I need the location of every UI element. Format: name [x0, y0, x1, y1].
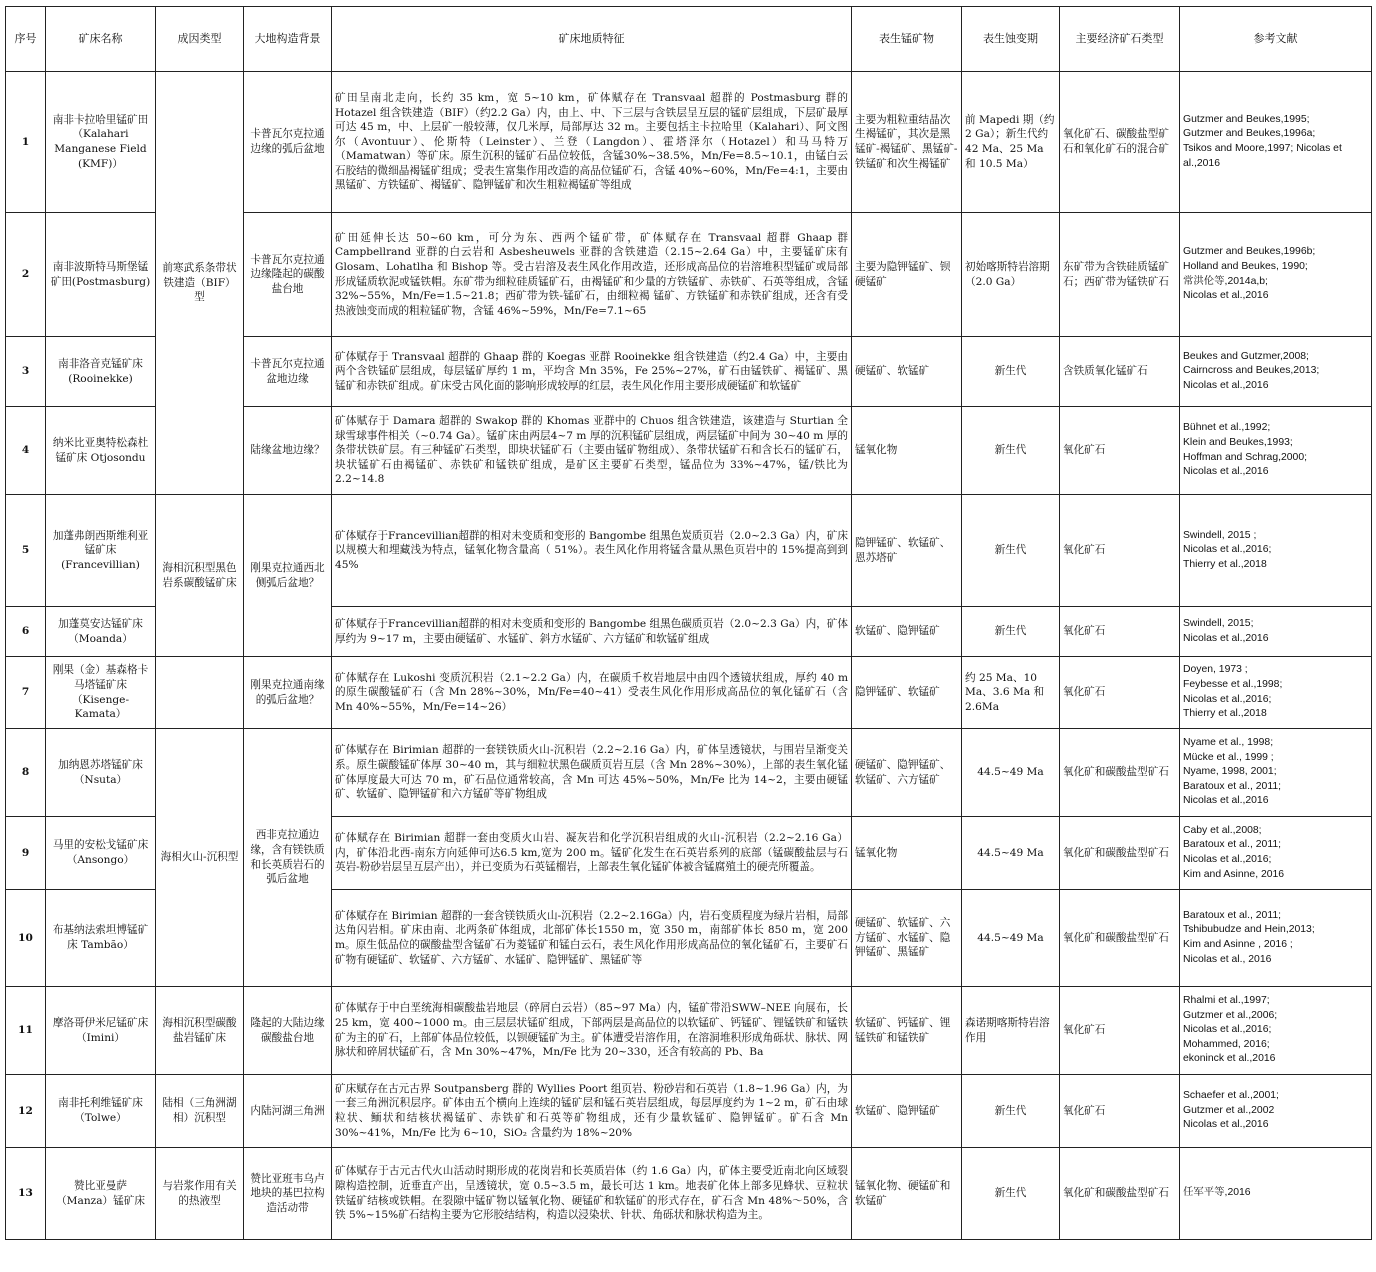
header-tectonic: 大地构造背景 [244, 7, 332, 72]
reference-entry: Schaefer et al.,2001; [1183, 1090, 1279, 1102]
supergene-minerals: 软锰矿、隐钾锰矿 [852, 1075, 962, 1148]
supergene-minerals: 隐钾锰矿、软锰矿、恩苏塔矿 [852, 495, 962, 607]
reference-entry: Kim and Asinne , 2016 ; [1183, 939, 1293, 950]
ore-type: 氧化矿和碳酸盐型矿石 [1060, 1148, 1180, 1240]
reference-entry: Nicolas et al.,2016 [1183, 632, 1269, 644]
genesis-type: 与岩浆作用有关的热液型 [156, 1148, 244, 1240]
references [1180, 72, 1372, 213]
genesis-type [156, 657, 244, 729]
weathering-period: 44.5~49 Ma [962, 890, 1060, 987]
tectonic-setting: 卡普瓦尔克拉通边缘隆起的碳酸盐台地 [244, 213, 332, 337]
reference-entry: Gutzmer and Beukes,1996b; [1183, 246, 1316, 258]
references [1180, 890, 1372, 987]
weathering-period: 44.5~49 Ma [962, 817, 1060, 890]
reference-entry: Baratoux et al., 2011; [1183, 909, 1282, 921]
reference-entry: Gutzmer and Beukes,1995; [1183, 113, 1310, 125]
header-ore-type: 主要经济矿石类型 [1060, 7, 1180, 72]
supergene-minerals: 硬锰矿、软锰矿 [852, 337, 962, 407]
row-no: 8 [6, 729, 46, 817]
geology-description: 矿体赋存于Francevillian超群的相对未变质和变形的 Bangombe 组黑色碳质页岩（2.0~2.3 Ga）内，矿体厚约为 9~17 m，主要由硬锰矿、水锰矿、斜方水锰矿、六方锰矿和软锰矿组成 [332, 607, 852, 657]
ore-type: 氧化矿和碳酸盐型矿石 [1060, 817, 1180, 890]
row-no: 12 [6, 1075, 46, 1148]
ore-type: 氧化矿石 [1060, 987, 1180, 1075]
supergene-minerals: 锰氧化物 [852, 407, 962, 495]
reference-entry: Doyen, 1973 ; [1183, 664, 1248, 676]
reference-entry: Rhalmi et al.,1997; [1183, 995, 1270, 1007]
deposit-name: 加蓬莫安达锰矿床（Moanda） [46, 607, 156, 657]
table-row [6, 1075, 1372, 1148]
reference-entry: Nyame, 1998, 2001; [1183, 766, 1277, 778]
table-row [6, 495, 1372, 607]
deposit-name: 南非波斯特马斯堡锰矿田(Postmasburg) [46, 213, 156, 337]
references [1180, 495, 1372, 607]
reference-entry: ekoninck et al.,2016 [1183, 1053, 1276, 1065]
header-genesis: 成因类型 [156, 7, 244, 72]
header-refs: 参考文献 [1180, 7, 1372, 72]
header-name: 矿床名称 [46, 7, 156, 72]
row-no: 3 [6, 337, 46, 407]
reference-entry: Feybesse et al.,1998; [1183, 678, 1283, 690]
geology-description: 矿体赋存在 Birimian 超群的一套镁铁质火山-沉积岩（2.2~2.16 Ga）内，矿体呈透镜状，与围岩呈渐变关系。原生碳酸锰矿体厚 30~40 m，其与细粒状黑色碳质页岩互层（含 Mn 28%~30%），上部的表生氧化锰矿体厚度最大可达 70 m，矿石品位通常较高，含 Mn 可达 45%~50%，Mn/Fe 比为 14~2，主要由硬锰矿、软锰矿、隐钾锰矿和六方锰矿等矿物组成 [332, 729, 852, 817]
reference-entry: 任军平等,2016 [1183, 1187, 1251, 1199]
weathering-period: 新生代 [962, 1075, 1060, 1148]
reference-entry: Gutzmer et al.,2002 [1183, 1104, 1275, 1116]
references [1180, 817, 1372, 890]
table-row [6, 72, 1372, 213]
genesis-type: 海相沉积型黑色岩系碳酸锰矿床 [156, 495, 244, 657]
weathering-period: 约 25 Ma、10 Ma、3.6 Ma 和 2.6Ma [962, 657, 1060, 729]
geology-description: 矿体赋存在 Lukoshi 变质沉积岩（2.1~2.2 Ga）内，在碳质千枚岩地层中由四个透镜状组成，厚约 40 m 的原生碳酸锰矿石（含 Mn 28%~30%，Mn/Fe=40~41）受表生风化作用形成高品位的氧化锰矿石（含 Mn 40%~55%，Mn/Fe=14~26） [332, 657, 852, 729]
geology-description: 矿体赋存于中白垩统海相碳酸盐岩地层（碎屑白云岩）（85~97 Ma）内，锰矿带沿SWW–NEE 向展布，长 25 km，宽 400~1000 m。由三层层状锰矿组成，下部两层是高品位的以软锰矿、钙锰矿、锂锰铁矿和锰铁矿为主的矿石，上部矿体品位较低，以钡硬锰矿为主。矿体遭受岩溶作用，在溶洞堆积形成角砾状、脉状、网脉状和碎屑状锰矿石，含 Mn 30%~47%，Mn/Fe 比为 20~330，还含有较高的 Pb、Ba [332, 987, 852, 1075]
geology-description: 矿体赋存于 Transvaal 超群的 Ghaap 群的 Koegas 亚群 Rooinekke 组含铁建造（约2.4 Ga）中，主要由两个含铁锰矿层组成，每层锰矿厚约 1 m，平均含 Mn 35%，Fe 25%~27%，矿石由锰铁矿、褐锰矿、黑锰矿和赤铁矿组成。矿床受古风化面的影响形成较厚的红层，表生风化作用主要形成硬锰矿和软锰矿 [332, 337, 852, 407]
references [1180, 729, 1372, 817]
references [1180, 1075, 1372, 1148]
tectonic-setting: 刚果克拉通西北侧弧后盆地？ [244, 495, 332, 657]
geology-description: 矿体赋存于 Damara 超群的 Swakop 群的 Khomas 亚群中的 Chuos 组含铁建造，该建造与 Sturtian 全球雪球事件相关（~0.74 Ga）。锰矿床由两层4~7 m 厚的沉积锰矿层组成，两层锰矿中间为 30~40 m 厚的条带状铁矿层。有三种锰矿石类型，即块状锰矿石（主要由锰矿物组成）、条带状锰矿石和含长石的锰矿石，块状锰矿石由褐锰矿、赤铁矿和锰铁矿组成，是矿区主要矿石类型，锰品位为 33%~47%，锰/铁比为 2.2~14.8 [332, 407, 852, 495]
row-no: 6 [6, 607, 46, 657]
reference-entry: Nyame et al., 1998; [1183, 737, 1274, 749]
weathering-period: 44.5~49 Ma [962, 729, 1060, 817]
reference-entry: Nicolas et al.,2016 [1183, 466, 1269, 478]
row-no: 7 [6, 657, 46, 729]
deposit-name: 南非托利维锰矿床 （Tolwe） [46, 1075, 156, 1148]
references [1180, 407, 1372, 495]
geology-description: 矿体赋存于Francevillian超群的相对未变质和变形的 Bangombe 组黑色炭质页岩（2.0~2.3 Ga）内，矿床以规模大和埋藏浅为特点，锰氧化物含量高（ 51%）。表生风化作用将锰含量从黑色页岩中的 15%提高到到 45% [332, 495, 852, 607]
reference-entry: Nicolas et al., 2016 [1183, 953, 1272, 965]
supergene-minerals: 主要为粗粒重结晶次生褐锰矿，其次是黑锰矿-褐锰矿、黑锰矿-铁锰矿和次生褐锰矿 [852, 72, 962, 213]
reference-entry: Beukes and Gutzmer,2008; [1183, 350, 1309, 362]
ore-type: 氧化矿石、碳酸盐型矿石和氧化矿石的混合矿 [1060, 72, 1180, 213]
ore-type: 氧化矿石 [1060, 657, 1180, 729]
ore-type: 氧化矿石 [1060, 1075, 1180, 1148]
weathering-period: 新生代 [962, 407, 1060, 495]
ore-type: 氧化矿石 [1060, 495, 1180, 607]
reference-entry: Kim and Asinne, 2016 [1183, 868, 1285, 880]
supergene-minerals: 锰氧化物 [852, 817, 962, 890]
deposit-name: 刚果（金）基森格卡马塔锰矿床（Kisenge-Kamata） [46, 657, 156, 729]
geology-description: 矿田延伸长达 50~60 km，可分为东、西两个锰矿带，矿体赋存在 Transvaal 超群 Ghaap 群 Campbellrand 亚群的白云岩和 Asbesheuwels 亚群的含铁建造（2.15~2.64 Ga）中，主要锰矿床有 Glosam、Lohatlha 和 Bishop 等。受古岩溶及表生风化作用改造，还形成高品位的岩溶堆积型锰矿或局部形成锰质软泥或锰铁帽。东矿带为细粒硅质锰矿石，由褐锰矿和少量的方铁锰矿、赤铁矿、石英等组成，含锰 32%~55%，Mn/Fe=1.5~21.8；西矿带为铁-锰矿石，由细粒褐 锰矿、方铁锰矿和赤铁矿组成，还含有受热液蚀变而成的粗粒锰矿物，含锰 46%~59%，Mn/Fe=7.1~65 [332, 213, 852, 337]
row-no: 9 [6, 817, 46, 890]
ore-type: 氧化矿石 [1060, 607, 1180, 657]
geology-description: 矿床赋存在古元古界 Soutpansberg 群的 Wyllies Poort 组页岩、粉砂岩和石英岩（1.8~1.96 Ga）内，为一套三角洲沉积层序。矿体由五个横向上连续的锰矿层和锰石英岩层组成，每层厚度约为 1~2 m，矿石由球粒状、鲕状和结核状褐锰矿、赤铁矿和石英等矿物组成，还有少量软锰矿、隐钾锰矿。矿石含 Mn 30%~41%，Mn/Fe 比为 6~10，SiO₂ 含量约为 18%~20% [332, 1075, 852, 1148]
reference-entry: Nicolas et al.,2016 [1183, 290, 1269, 302]
table-row [6, 987, 1372, 1075]
deposit-name: 马里的安松戈锰矿床（Ansongo） [46, 817, 156, 890]
deposit-name: 纳米比亚奥特松森杜锰矿床 Otjosondu [46, 407, 156, 495]
reference-entry: Baratoux et al., 2011; [1183, 780, 1282, 792]
deposit-name: 南非卡拉哈里锰矿田（Kalahari Manganese Field (KMF)） [46, 72, 156, 213]
geology-description: 矿体赋存在 Birimian 超群一套由变质火山岩、凝灰岩和化学沉积岩组成的火山-沉积岩（2.2~2.16 Ga）内，矿体沿北西-南东方向延伸可达6.5 km,宽为 200 m。锰矿化发生在石英岩系列的底部（锰碳酸盐层与石英岩-粉砂岩层呈互层产出），并已变质为石英锰榴岩，上部表生氧化锰矿体被含锰腐殖土的硬壳所覆盖。 [332, 817, 852, 890]
deposit-name: 赞比亚曼萨（Manza）锰矿床 [46, 1148, 156, 1240]
genesis-type: 海相沉积型碳酸盐岩锰矿床 [156, 987, 244, 1075]
tectonic-setting: 内陆河湖三角洲 [244, 1075, 332, 1148]
weathering-period: 初始喀斯特岩溶期（2.0 Ga） [962, 213, 1060, 337]
reference-entry: Swindell, 2015 ; [1183, 529, 1257, 541]
deposit-name: 摩洛哥伊米尼锰矿床（Imini） [46, 987, 156, 1075]
genesis-type: 海相火山-沉积型 [156, 729, 244, 987]
ore-type: 含铁质氧化锰矿石 [1060, 337, 1180, 407]
reference-entry: Mohammed, 2016; [1183, 1038, 1270, 1050]
row-no: 2 [6, 213, 46, 337]
weathering-period: 新生代 [962, 607, 1060, 657]
manganese-deposit-table [5, 6, 1372, 1240]
header-no: 序号 [6, 7, 46, 72]
references [1180, 607, 1372, 657]
reference-entry: Thierry et al.,2018 [1183, 558, 1267, 570]
supergene-minerals: 主要为隐钾锰矿、钡硬锰矿 [852, 213, 962, 337]
table-header-row [6, 7, 1372, 72]
row-no: 1 [6, 72, 46, 213]
reference-entry: Nicolas et al.,2016 [1183, 1119, 1269, 1131]
geology-description: 矿田呈南北走向，长约 35 km，宽 5~10 km，矿体赋存在 Transvaal 超群的 Postmasburg 群的 Hotazel 组含铁建造（BIF）（约2.2 Ga）内，由上、中、下三层与含铁层呈互层的锰矿层组成，下层矿最厚可达 45 m，中、上层矿一般较薄，仅几米厚，局部厚达 32 m。主要包括主卡拉哈里（Kalahari）、阿文图尔（Avontuur）、伦斯特（Leinster）、兰登（Langdon）、霍塔泽尔（Hotazel）和马马特万（Mamatwan）等矿床。原生沉积的锰矿石品位较低，含锰30%~38.5%，Mn/Fe=8.5~10.1，由锰白云石胶结的微细晶褐锰矿组成；受表生富集作用改造的高品位锰矿石，含锰 40%~60%，Mn/Fe=4:1，主要由黑锰矿、方铁锰矿、褐锰矿、隐钾锰矿和次生粗粒褐锰矿等组成 [332, 72, 852, 213]
row-no: 5 [6, 495, 46, 607]
tectonic-setting: 赞比亚班韦乌卢地块的基巴拉构造活动带 [244, 1148, 332, 1240]
supergene-minerals: 软锰矿、钙锰矿、锂锰铁矿和锰铁矿 [852, 987, 962, 1075]
reference-entry: Baratoux et al., 2011; [1183, 839, 1282, 851]
supergene-minerals: 锰氧化物、硬锰矿和软锰矿 [852, 1148, 962, 1240]
reference-entry: 常洪伦等,2014a,b; [1183, 275, 1268, 287]
reference-entry: Thierry et al.,2018 [1183, 708, 1267, 720]
reference-entry: Nicolas et al.,2016 [1183, 379, 1269, 391]
geology-description: 矿体赋存于古元古代火山活动时期形成的花岗岩和长英质岩体（约 1.6 Ga）内，矿体主要受近南北向区域裂隙构造控制，近垂直产出，呈透镜状，宽 0.5~3.5 m，最长可达 1 km。地表矿化体上部多见蜂状、豆粒状铁锰矿结核或铁帽。在裂隙中锰矿物以锰氧化物、硬锰矿和软锰矿的形式存在，矿石含 Mn 48%～50%，含铁 5%~15%矿石结构主要为它形胶结结构，构造以浸染状、针状、角砾状和脉状构造为主。 [332, 1148, 852, 1240]
genesis-type: 前寒武系条带状铁建造（BIF）型 [156, 72, 244, 495]
references [1180, 1148, 1372, 1240]
reference-entry: Mücke et al., 1999 ; [1183, 751, 1274, 763]
references [1180, 657, 1372, 729]
ore-type: 东矿带为含铁硅质锰矿石；西矿带为锰铁矿石 [1060, 213, 1180, 337]
table-row [6, 657, 1372, 729]
ore-type: 氧化矿和碳酸盐型矿石 [1060, 890, 1180, 987]
reference-entry: Nicolas et al.,2016; [1183, 544, 1272, 556]
reference-entry: Holland and Beukes, 1990; [1183, 260, 1308, 272]
weathering-period: 森诺期喀斯特岩溶作用 [962, 987, 1060, 1075]
supergene-minerals: 硬锰矿、软锰矿、六方锰矿、水锰矿、隐钾锰矿、黑锰矿 [852, 890, 962, 987]
geology-description: 矿体赋存在 Birimian 超群的一套含镁铁质火山-沉积岩（2.2~2.16Ga）内，岩石变质程度为绿片岩相，局部达角闪岩相。矿床由南、北两条矿体组成，北部矿体长1550 m，宽 350 m，南部矿体长 850 m，宽 200 m。原生低品位的碳酸盐型含锰矿石为菱锰矿和锰白云石，表生风化作用形成高品位的氧化锰矿石，主要矿石矿物有硬锰矿、软锰矿、六方锰矿、水锰矿、隐钾锰矿、黑锰矿等 [332, 890, 852, 987]
weathering-period: 新生代 [962, 495, 1060, 607]
supergene-minerals: 软锰矿、隐钾锰矿 [852, 607, 962, 657]
weathering-period: 前 Mapedi 期（约 2 Ga）；新生代约 42 Ma、25 Ma 和 10.5 Ma） [962, 72, 1060, 213]
references [1180, 213, 1372, 337]
reference-entry: Nicolas et al.,2016; [1183, 693, 1272, 705]
deposit-name: 南非洛音克锰矿床(Rooinekke) [46, 337, 156, 407]
reference-entry: Nicolas et al.,2016; [1183, 854, 1272, 865]
tectonic-setting: 卡普瓦尔克拉通盆地边缘 [244, 337, 332, 407]
tectonic-setting: 隆起的大陆边缘碳酸盐台地 [244, 987, 332, 1075]
reference-entry: Tsikos and Moore,1997; Nicolas et al.,2016 [1183, 143, 1342, 169]
reference-entry: Bühnet et al.,1992; [1183, 422, 1271, 434]
tectonic-setting: 卡普瓦尔克拉通边缘的弧后盆地 [244, 72, 332, 213]
header-weathering: 表生蚀变期 [962, 7, 1060, 72]
tectonic-setting: 刚果克拉通南缘的弧后盆地？ [244, 657, 332, 729]
weathering-period: 新生代 [962, 337, 1060, 407]
references [1180, 337, 1372, 407]
reference-entry: Gutzmer and Beukes,1996a; [1183, 128, 1316, 140]
tectonic-setting: 西非克拉通边缘，含有镁铁质和长英质岩石的弧后盆地 [244, 729, 332, 987]
references [1180, 987, 1372, 1075]
reference-entry: Swindell, 2015; [1183, 617, 1254, 629]
ore-type: 氧化矿石 [1060, 407, 1180, 495]
reference-entry: Nicolas et al.,2016; [1183, 1024, 1272, 1036]
reference-entry: Cairncross and Beukes,2013; [1183, 365, 1320, 377]
tectonic-setting: 陆缘盆地边缘？ [244, 407, 332, 495]
row-no: 11 [6, 987, 46, 1075]
supergene-minerals: 隐钾锰矿、软锰矿 [852, 657, 962, 729]
reference-entry: Nicolas et al.,2016 [1183, 795, 1269, 807]
header-geology: 矿床地质特征 [332, 7, 852, 72]
deposit-name: 加纳恩苏塔锰矿床（Nsuta） [46, 729, 156, 817]
reference-entry: Klein and Beukes,1993; [1183, 436, 1293, 448]
row-no: 10 [6, 890, 46, 987]
deposit-name: 布基纳法索坦博锰矿床 Tambão） [46, 890, 156, 987]
reference-entry: Tshibubudze and Hein,2013; [1183, 924, 1315, 936]
genesis-type: 陆相（三角洲湖相）沉积型 [156, 1075, 244, 1148]
weathering-period: 新生代 [962, 1148, 1060, 1240]
row-no: 13 [6, 1148, 46, 1240]
deposit-name: 加蓬弗朗西斯维利亚锰矿床(Francevillian) [46, 495, 156, 607]
row-no: 4 [6, 407, 46, 495]
ore-type: 氧化矿和碳酸盐型矿石 [1060, 729, 1180, 817]
supergene-minerals: 硬锰矿、隐钾锰矿、软锰矿、六方锰矿 [852, 729, 962, 817]
table-row [6, 1148, 1372, 1240]
reference-entry: Gutzmer et al.,2006; [1183, 1009, 1278, 1021]
reference-entry: Hoffman and Schrag,2000; [1183, 451, 1308, 463]
header-supergene-minerals: 表生锰矿物 [852, 7, 962, 72]
table-row [6, 729, 1372, 817]
reference-entry: Caby et al.,2008; [1183, 824, 1262, 836]
